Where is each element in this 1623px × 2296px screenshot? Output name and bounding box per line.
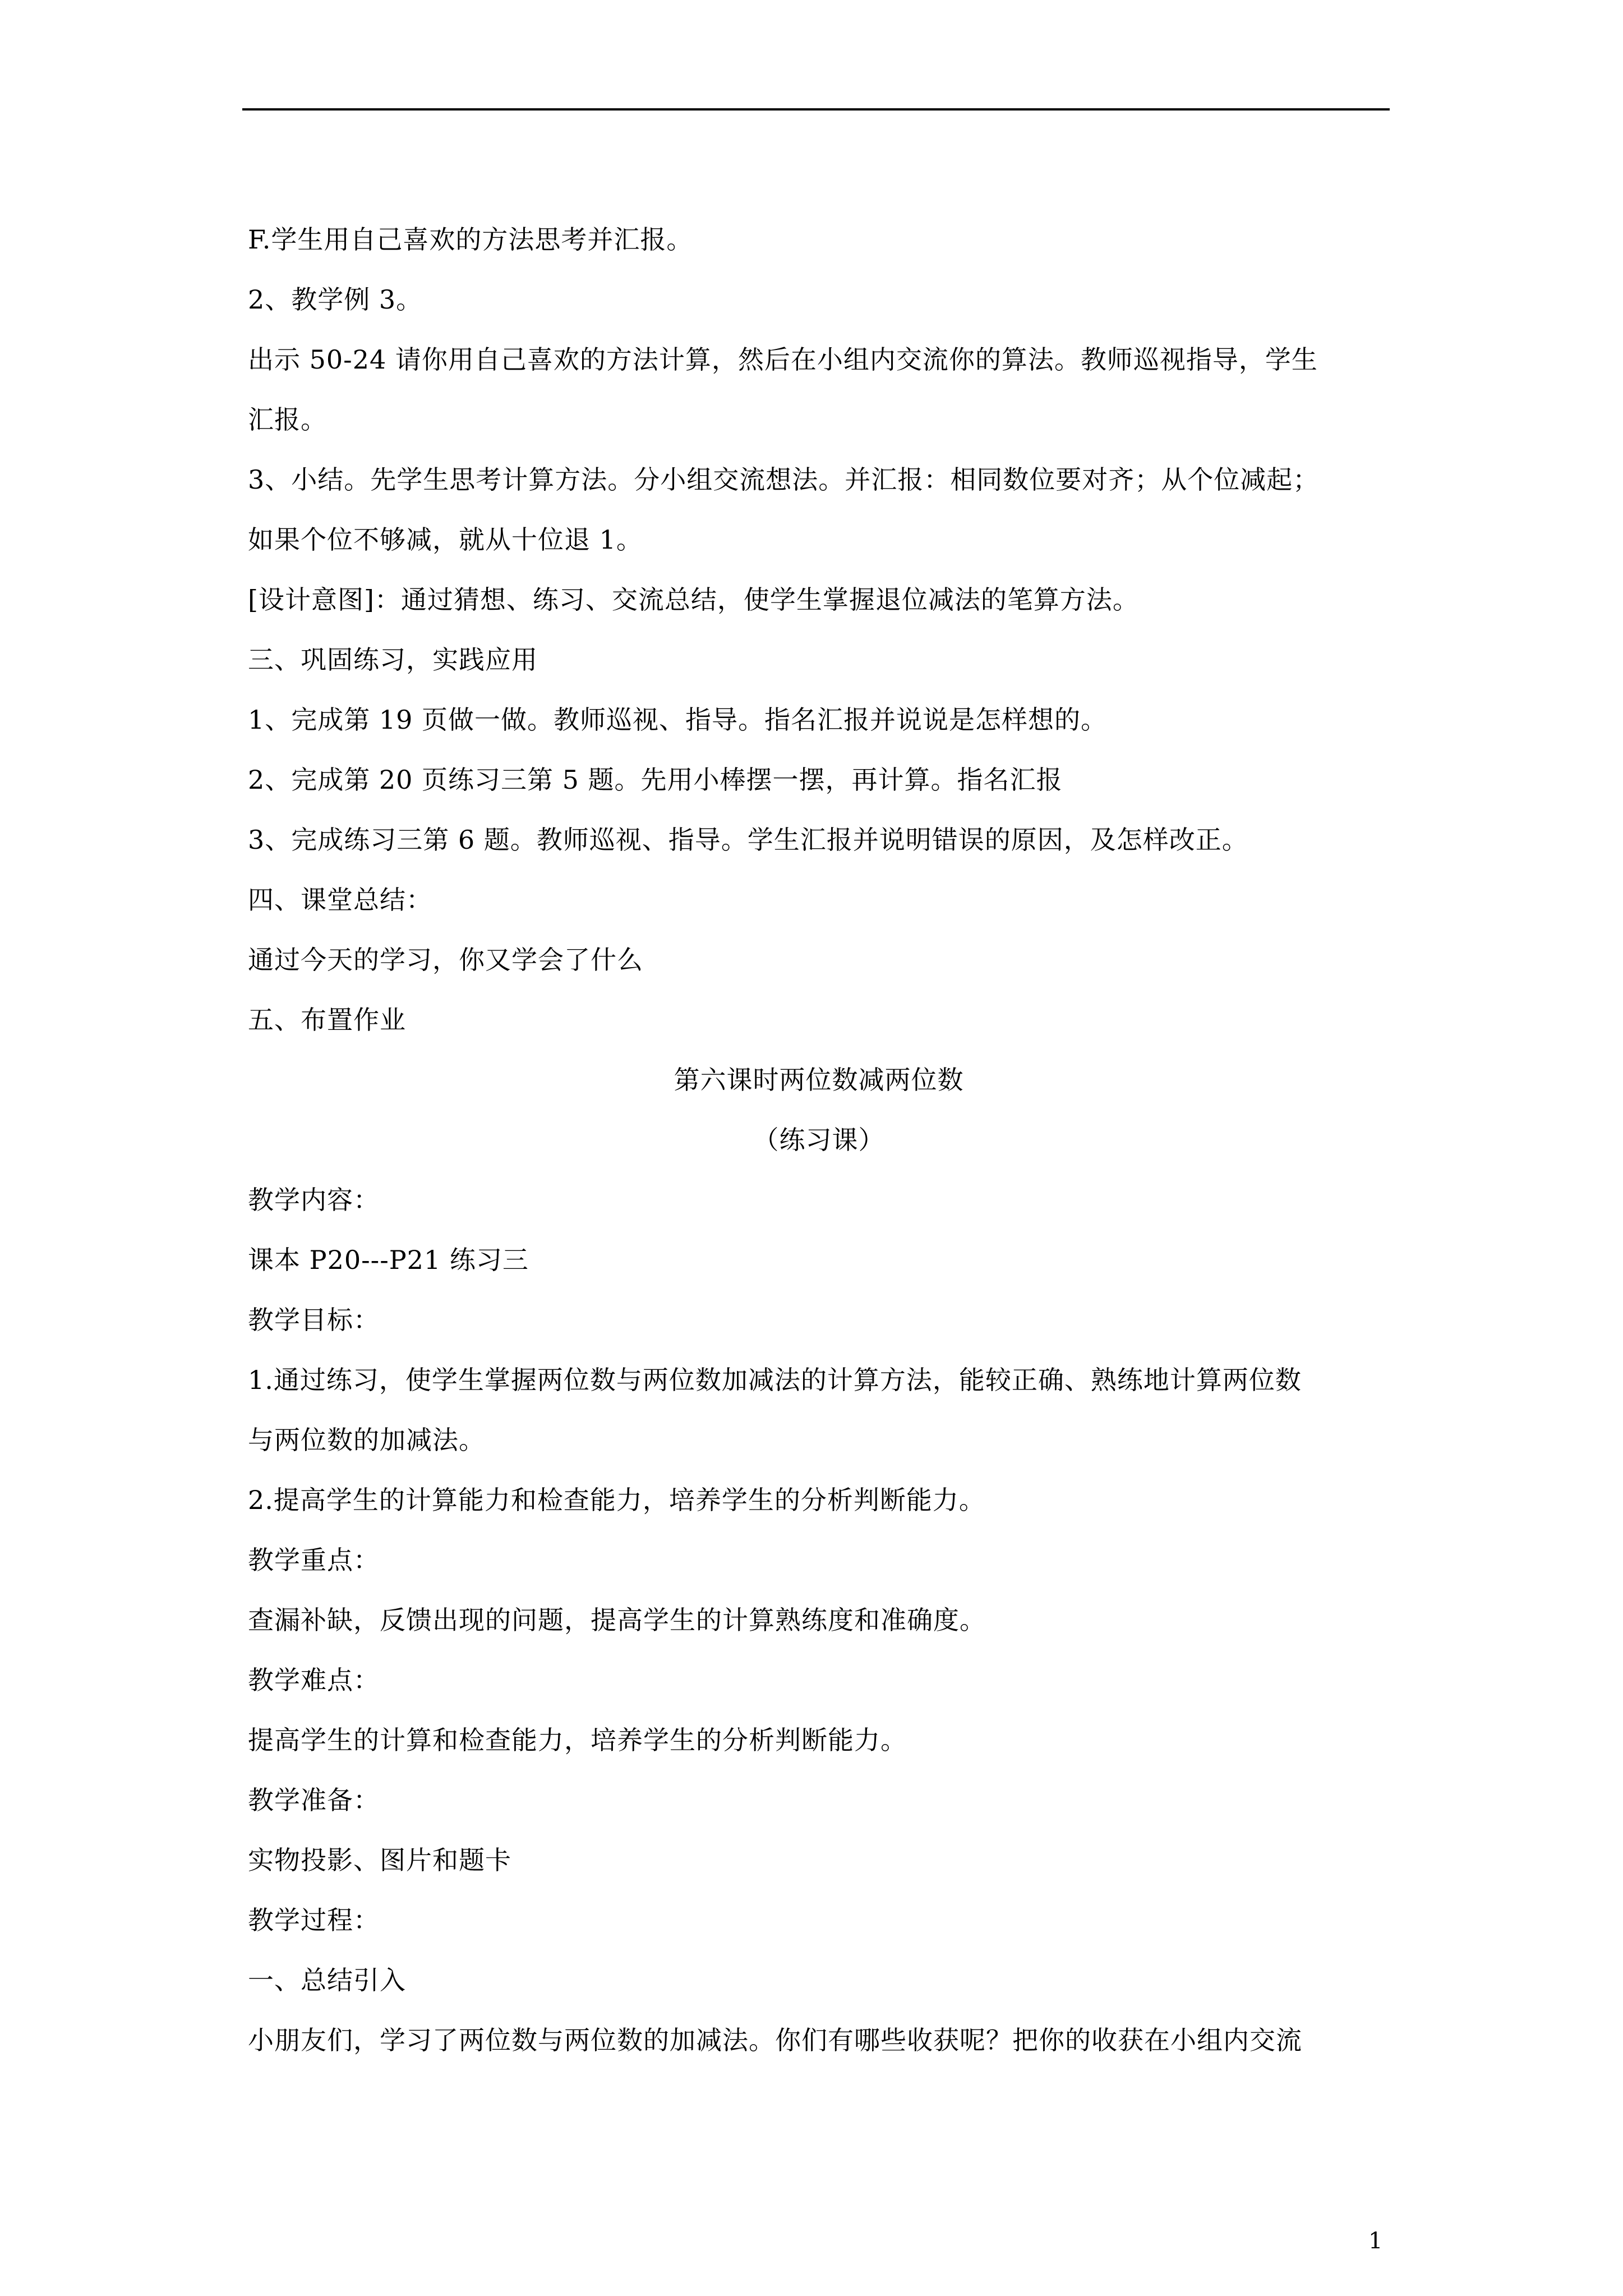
field-label: 教学难点： [248, 1665, 380, 1695]
text-line: 2、完成第 20 页练习三第 5 题。先用小棒摆一摆，再计算。指名汇报 [248, 765, 1063, 795]
text-line: 如果个位不够减，就从十位退 1。 [248, 524, 643, 555]
lesson-title: 第六课时两位数减两位数 [674, 1065, 964, 1095]
text-line: 出示 50-24 请你用自己喜欢的方法计算，然后在小组内交流你的算法。教师巡视指导，学生 [248, 344, 1318, 375]
text-line: 2.提高学生的计算能力和检查能力，培养学生的分析判断能力。 [248, 1485, 985, 1515]
text-line: 1.通过练习，使学生掌握两位数与两位数加减法的计算方法，能较正确、熟练地计算两位数 [248, 1365, 1302, 1395]
header-rule [242, 108, 1390, 111]
text-line: 查漏补缺，反馈出现的问题，提高学生的计算熟练度和准确度。 [248, 1605, 986, 1635]
text-line: F.学生用自己喜欢的方法思考并汇报。 [248, 224, 693, 255]
text-line: [设计意图]：通过猜想、练习、交流总结，使学生掌握退位减法的笔算方法。 [248, 585, 1139, 615]
section-heading: 五、布置作业 [248, 1005, 406, 1035]
text-line: 提高学生的计算和检查能力，培养学生的分析判断能力。 [248, 1725, 907, 1755]
text-line: 汇报。 [248, 404, 327, 435]
field-label: 教学内容： [248, 1185, 380, 1215]
section-heading: 四、课堂总结： [248, 885, 432, 915]
field-label: 教学目标： [248, 1305, 380, 1335]
text-line: 3、完成练习三第 6 题。教师巡视、指导。学生汇报并说明错误的原因，及怎样改正。 [248, 825, 1248, 855]
text-line: 1、完成第 19 页做一做。教师巡视、指导。指名汇报并说说是怎样想的。 [248, 705, 1108, 735]
text-line: 课本 P20---P21 练习三 [248, 1245, 529, 1275]
section-heading: 一、总结引入 [248, 1965, 406, 1995]
document-body [248, 210, 1390, 2070]
text-line: 3、小结。先学生思考计算方法。分小组交流想法。并汇报：相同数位要对齐；从个位减起； [248, 464, 1320, 495]
text-line: 与两位数的加减法。 [248, 1425, 485, 1455]
text-line: 2、教学例 3。 [248, 284, 423, 315]
text-line: 通过今天的学习，你又学会了什么 [248, 945, 643, 975]
section-heading: 三、巩固练习，实践应用 [248, 645, 538, 675]
lesson-subtitle: （练习课） [753, 1125, 885, 1155]
text-line: 小朋友们，学习了两位数与两位数的加减法。你们有哪些收获呢？把你的收获在小组内交流 [248, 2025, 1302, 2055]
text-line: 实物投影、图片和题卡 [248, 1845, 511, 1875]
field-label: 教学过程： [248, 1905, 380, 1935]
field-label: 教学准备： [248, 1785, 380, 1815]
page-number: 1 [1368, 2228, 1383, 2254]
field-label: 教学重点： [248, 1545, 380, 1575]
